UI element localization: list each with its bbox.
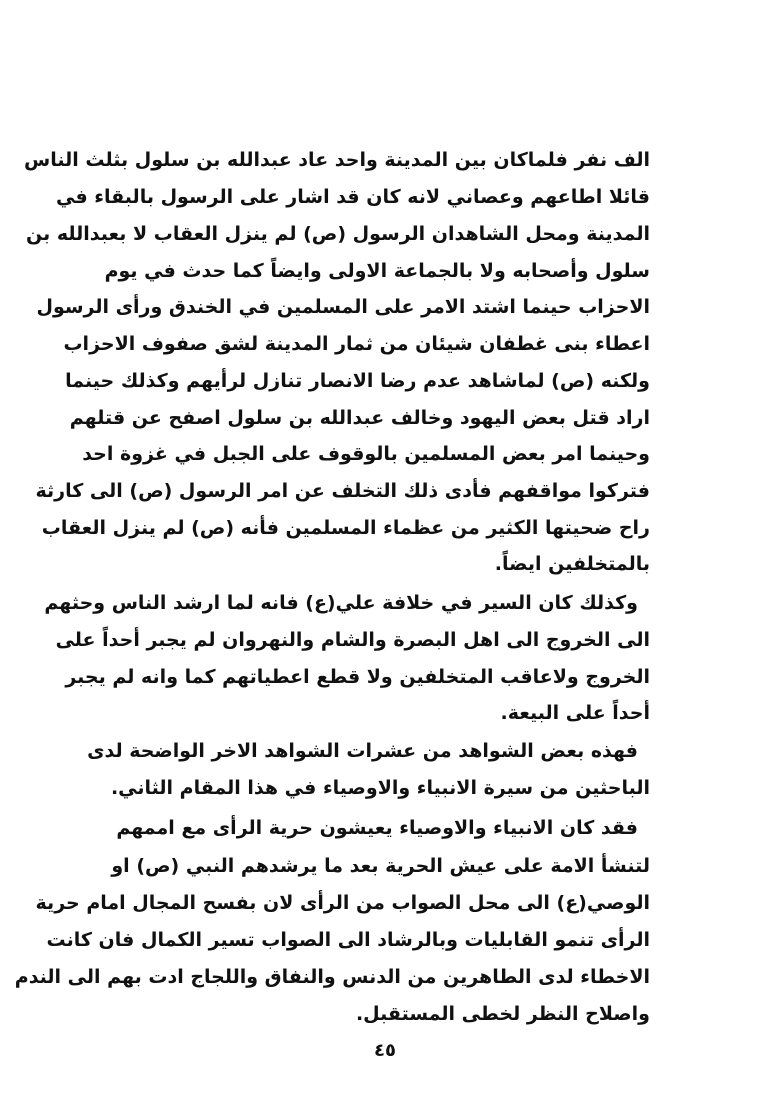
paragraph-start-line: فهذه بعض الشواهد من عشرات الشواهد الاخر الواضحة لدى [87,740,638,762]
text-line: ولكنه (ص) لماشاهد عدم رضا الانصار تنازل لرأيهم وكذلك حينما [65,370,650,392]
text-line: الى الخروج الى اهل البصرة والشام والنهروان لم يجبر أحداً على [55,629,650,651]
paragraph-start-line: وكذلك كان السير في خلافة علي(ع) فانه لما ارشد الناس وحثهم [44,592,638,614]
text-line: المدينة ومحل الشاهدان الرسول (ص) لم ينزل العقاب لا بعبدالله بن [25,223,650,245]
text-line: الوصي(ع) الى محل الصواب من الرأى لان بفسح المجال امام حرية [35,892,650,914]
text-line: الخروج ولاعاقب المتخلفين ولا قطع اعطياتهم كما وانه لم يجبر [65,666,650,688]
text-line: الرأى تنمو القابليات وبالرشاد الى الصواب تسير الكمال فان كانت [46,929,650,951]
text-line: بالمتخلفين ايضاً. [494,553,650,575]
text-line: وحينما امر بعض المسلمين بالوقوف على الجبل في غزوة احد [82,443,650,465]
text-line: قائلا اطاعهم وعصاني لانه كان قد اشار على الرسول بالبقاء في [56,186,650,208]
text-line: اراد قتل بعض اليهود وخالف عبدالله بن سلول اصفح عن قتلهم [69,407,650,429]
text-line: الاحزاب حينما اشتد الامر على المسلمين في الخندق ورأى الرسول [36,296,650,318]
text-line: راح ضحيتها الكثير من عظماء المسلمين فأنه (ص) لم ينزل العقاب [41,517,650,539]
text-line: فتركوا مواقفهم فأدى ذلك التخلف عن امر الرسول (ص) الى كارثة [35,480,650,502]
text-line: سلول وأصحابه ولا بالجماعة الاولى وايضاً كما حدث في يوم [104,260,650,282]
text-line: الاخطاء لدى الطاهرين من الدنس والنفاق واللجاج ادت بهم الى الندم [14,966,650,988]
page-number: ٤٥ [374,1040,396,1061]
text-line: لتنشأ الامة على عيش الحرية بعد ما يرشدهم النبي (ص) او [111,855,650,877]
paragraph-start-line: فقد كان الانبياء والاوصياء يعيشون حرية الرأى مع اممهم [116,817,638,839]
text-line: اعطاء بنى غطفان شيئان من ثمار المدينة لشق صفوف الاحزاب [63,333,650,355]
text-line: واصلاح النظر لخطى المستقبل. [355,1003,650,1025]
text-line: الباحثين من سيرة الانبياء والاوصياء في هذا المقام الثاني. [110,777,650,799]
text-line: أحداً على البيعة. [500,702,650,724]
text-line: الف نفر فلماكان بين المدينة واحد عاد عبدالله بن سلول بثلث الناس [24,149,650,171]
